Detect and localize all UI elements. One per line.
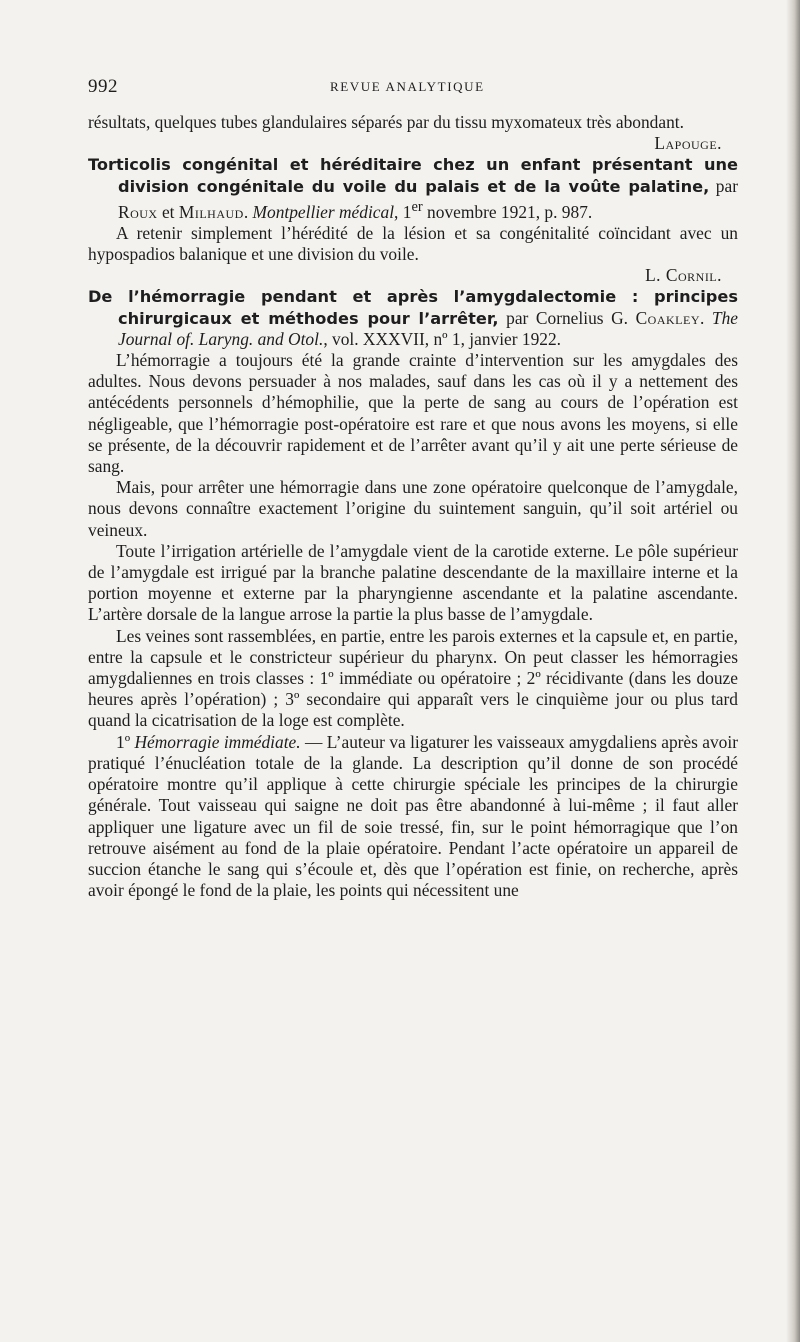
article2-title: De l’hémorragie pendant et après l’amygdalectomie : principes chirurgicaux et méthodes pour l’arrêter, — [88, 287, 738, 328]
article1-summary: A retenir simplement l’hérédité de la lésion et sa congénitalité coïncidant avec un hypospadios balanique et une division du voile. — [88, 222, 738, 265]
article1-journal: Montpellier médical — [252, 201, 395, 222]
article1-heading: Torticolis congénital et héréditaire chez un enfant présentant une division congénitale du voile du palais et de la voûte palatine, par Roux et Milhaud. Montpellier médical, 1er novembre 1921, p. 987. — [88, 155, 739, 222]
page-number: 992 — [88, 76, 118, 97]
section-heading-immediate: Hémorragie immédiate. — [134, 731, 301, 752]
running-head — [88, 76, 738, 100]
article2-journal: The Journal of. Laryng. and Otol. — [118, 307, 739, 349]
article2-heading: De l’hémorragie pendant et après l’amygdalectomie : principes chirurgicaux et méthodes pour l’arrêter, par Cornelius G. Coakley. The Journal of. Laryng. and Otol., vol. XXXVII, nº 1, janvier 1922. — [88, 287, 739, 349]
fragment-signature: Lapouge. — [654, 133, 722, 154]
article2-paragraph: Toute l’irrigation artérielle de l’amygdale vient de la carotide externe. Le pôle supérieur de l’amygdale est irrigué par la branche palatine descendante de la maxillaire interne et la portion moyenne et externe par la pharyngienne ascendante et la palatine ascendante. L’artère dorsale de la langue arrose la partie la plus basse de l’amygdale. — [88, 540, 738, 625]
article1-signature: L. Cornil. — [645, 265, 722, 286]
article1-author1: Roux — [118, 201, 158, 222]
article2-paragraph: Mais, pour arrêter une hémorragie dans une zone opératoire quelconque de l’amygdale, nous devons connaître exactement l’origine du suintement sanguin, qu’il soit artériel ou veineux. — [88, 477, 738, 540]
page-edge — [786, 0, 800, 1342]
article2-paragraph-last: 1º Hémorragie immédiate. — L’auteur va ligaturer les vaisseaux amygdaliens après avoir pratiqué l’énucléation totale de la glande. La description qu’il donne de son procédé opératoire montre qu’il applique à cette chirurgie spéciale les principes de la chirurgie générale. Tout vaisseau qui saigne ne doit pas être abandonné à lui-même ; il faut aller appliquer une ligature avec un fil de soie tressé, fin, sur le point hémorragique que l’on retrouve aisément au fond de la plaie opératoire. Pendant l’acte opératoire un appareil de succion étanche le sang qui s’écoule et, dès que l’opération est finie, on recherche, après avoir épongé le fond de la plaie, les points qui nécessitent une — [88, 731, 739, 901]
article1-author2: Milhaud — [178, 201, 244, 222]
page-content — [88, 112, 738, 901]
article2-paragraph: Les veines sont rassemblées, en partie, entre les parois externes et la capsule et, en partie, entre la capsule et le constricteur supérieur du pharynx. On peut classer les hémorragies amygdaliennes en trois classes : 1º immédiate ou opératoire ; 2º récidivante (dans les douze heures après l’opération) ; 3º secondaire qui apparaît vers le cinquième jour ou plus tard quand la cicatrisation de la loge est complète. — [88, 625, 738, 731]
article1-title: Torticolis congénital et héréditaire chez un enfant présentant une division congénitale du voile du palais et de la voûte palatine, — [88, 155, 738, 196]
article2-paragraph: L’hémorragie a toujours été la grande crainte d’intervention sur les amygdales des adultes. Nous devons persuader à nos malades, sauf dans les cas où il y a nettement des antécédents personnels d’hémophilie, que la perte de sang au cours de l’opération est négligeable, que l’hémorragie post-opératoire est rare et que nous avons les moyens, si elle se présente, de la découvrir rapidement et de l’arrêter avant qu’il y ait une perte sérieuse de sang. — [88, 350, 738, 477]
article2-author: Coakley — [635, 307, 700, 328]
running-title: REVUE ANALYTIQUE — [330, 79, 485, 94]
fragment-paragraph: résultats, quelques tubes glandulaires séparés par du tissu myxomateux très abondant. — [88, 112, 684, 132]
